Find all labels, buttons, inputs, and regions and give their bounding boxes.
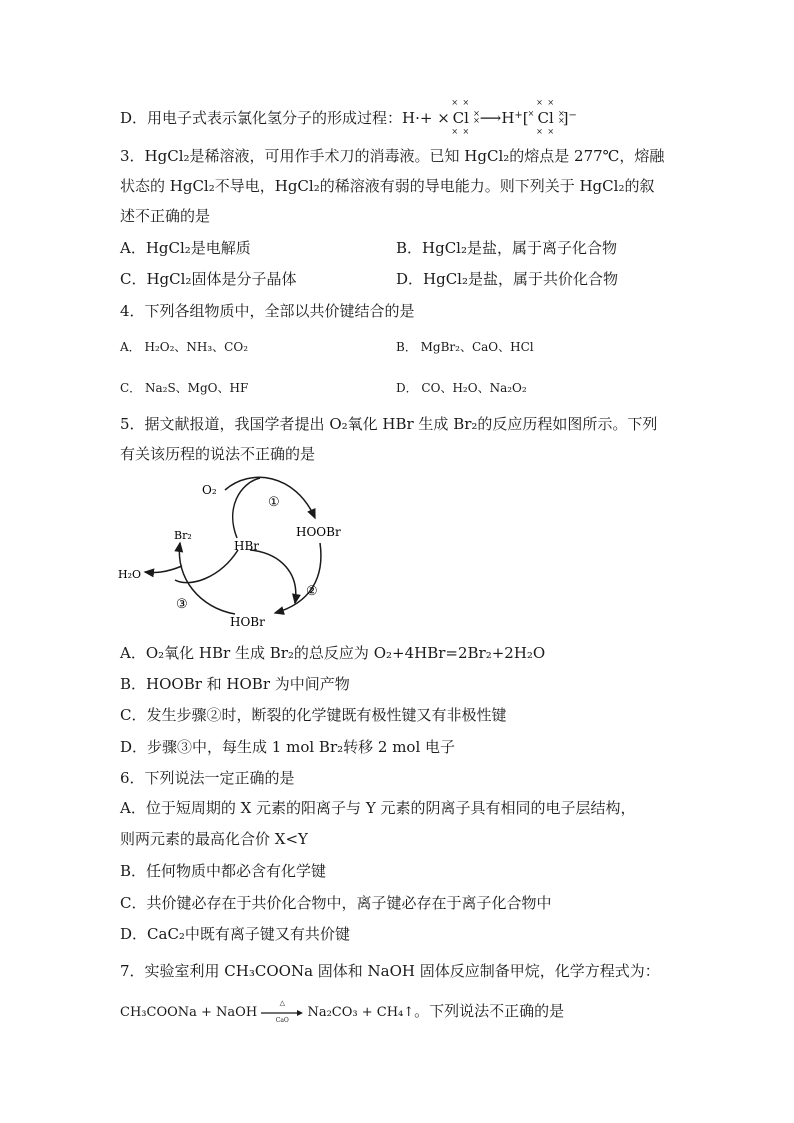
reaction-arrow (261, 998, 303, 1024)
q4-stem: 4．下列各组物质中，全部以共价键结合的是 (120, 302, 415, 320)
q6-option-d: D．CaC₂中既有离子键又有共价键 (120, 925, 350, 943)
q4-option-a: A． H₂O₂、NH₃、CO₂ (120, 340, 249, 354)
q5-option-b: B．HOOBr 和 HOBr 为中间产物 (120, 675, 350, 693)
q6-option-c: C．共价键必存在于共价化合物中，离子键必存在于离子化合物中 (120, 894, 552, 912)
q2-option-d-label: D．用电子式表示氯化氢分子的形成过程： (120, 109, 403, 127)
q3-option-a: A．HgCl₂是电解质 (120, 239, 251, 257)
q6-option-a-line2: 则两元素的最高化合价 X<Y (120, 830, 308, 848)
q6-stem: 6．下列说法一定正确的是 (120, 769, 295, 787)
cl-symbol: Cl (452, 109, 469, 127)
q3-stem-line3: 述不正确的是 (120, 207, 211, 225)
bracket-open: [ (522, 109, 529, 127)
formation-arrow: ⟶ (479, 109, 502, 127)
q4-option-c: C． Na₂S、MgO、HF (120, 381, 249, 395)
bracket-close: ] (562, 109, 569, 127)
q7-equation (120, 998, 565, 1024)
cl-lewis-product: × × × Cl × × × × (527, 98, 565, 136)
q3-option-b: B．HgCl₂是盐，属于离子化合物 (396, 239, 617, 257)
cl-symbol-product: Cl (537, 109, 554, 127)
hbr-label: HBr (234, 539, 260, 553)
cl-lewis-reactant: × × Cl × × × × (451, 98, 480, 136)
product-h: H (501, 109, 515, 127)
arrow-step2-hbr (250, 550, 296, 603)
q5-stem-line2: 有关该历程的说法不正确的是 (120, 445, 316, 463)
reaction-mechanism-diagram (110, 468, 370, 633)
equation-right: Na₂CO₃ + CH₄↑ (307, 1005, 415, 1020)
hoobr-label: HOOBr (296, 525, 341, 539)
q6-option-a-line1: A．位于短周期的 X 元素的阳离子与 Y 元素的阴离子具有相同的电子层结构， (120, 799, 636, 817)
step1-label: ① (268, 495, 280, 510)
q4-option-b: B． MgBr₂、CaO、HCl (396, 340, 534, 354)
q2-option-d (120, 98, 577, 136)
step2-label: ② (306, 584, 318, 599)
reactant-h: H·+ × (402, 109, 450, 127)
hobr-label: HOBr (230, 615, 265, 629)
q3-option-d: D．HgCl₂是盐，属于共价化合物 (396, 270, 618, 288)
o2-label: O₂ (202, 483, 217, 497)
h2o-label: H₂O (118, 568, 142, 581)
q5-option-d: D．步骤③中，每生成 1 mol Br₂转移 2 mol 电子 (120, 738, 456, 756)
q7-stem-line1: 7．实验室利用 CH₃COONa 固体和 NaOH 固体反应制备甲烷，化学方程式为： (120, 962, 660, 980)
arrow-step2-hoobr (275, 543, 321, 613)
q3-stem-line1: 3．HgCl₂是稀溶液，可用作手术刀的消毒液。已知 HgCl₂的熔点是 277℃，熔融 (120, 147, 665, 165)
q5-option-c: C．发生步骤②时，断裂的化学键既有极性键又有非极性键 (120, 706, 507, 724)
q5-stem-line1: 5．据文献报道，我国学者提出 O₂氧化 HBr 生成 Br₂的反应历程如图所示。下列 (120, 415, 658, 433)
product-plus: + (514, 110, 523, 121)
q5-option-a: A．O₂氧化 HBr 生成 Br₂的总反应为 O₂+4HBr=2Br₂+2H₂O (120, 644, 546, 662)
br2-label: Br₂ (174, 529, 192, 542)
arrow-step3-h2o (145, 566, 182, 572)
arrow-condition-top: △ (279, 998, 285, 1007)
arrow-condition-bottom: CaO (275, 1016, 289, 1024)
product-minus: − (568, 110, 577, 121)
q3-stem-line2: 状态的 HgCl₂不导电，HgCl₂的稀溶液有弱的导电能力。则下列关于 HgCl₂的叙 (120, 177, 655, 195)
q4-option-d: D． CO、H₂O、Na₂O₂ (396, 381, 527, 395)
equation-left: CH₃COONa + NaOH (120, 1005, 258, 1020)
q3-option-c: C．HgCl₂固体是分子晶体 (120, 270, 297, 288)
q7-stem-tail: 。下列说法不正确的是 (414, 1002, 565, 1020)
q6-option-b: B．任何物质中都必含有化学键 (120, 862, 327, 880)
arrow-step1-hbr (233, 478, 260, 538)
step3-label: ③ (176, 597, 188, 612)
